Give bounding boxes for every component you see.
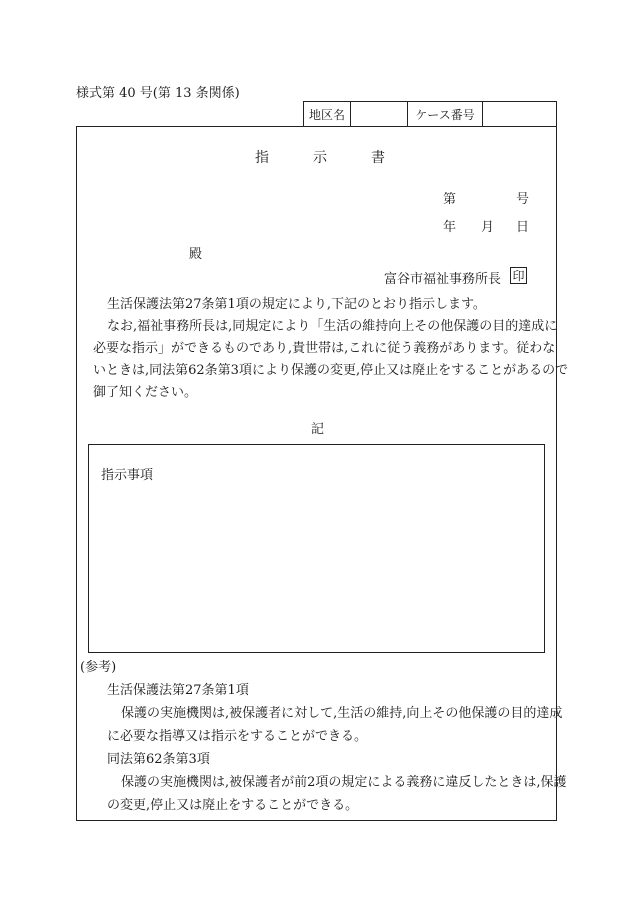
header-table <box>303 101 557 127</box>
date-day: 日 <box>516 220 530 235</box>
body-line-3: 必要な指示」ができるものであり,貴世帯は,これに従う義務があります。従わな <box>93 341 556 356</box>
title-char: 書 <box>371 150 385 166</box>
case-number-label: ケース番号 <box>408 102 483 126</box>
district-field[interactable] <box>351 102 408 126</box>
case-number-field[interactable] <box>483 102 556 126</box>
issuer-name: 富谷市福祉事務所長 <box>384 272 502 287</box>
district-label: 地区名 <box>304 102 351 126</box>
title-char: 示 <box>313 150 327 166</box>
instruction-label: 指示事項 <box>101 468 154 483</box>
instruction-box[interactable] <box>88 444 545 653</box>
ki-heading: 記 <box>311 422 325 437</box>
number-dai: 第 <box>443 192 457 207</box>
document-title <box>0 147 630 167</box>
law1-line-1: 保護の実施機関は,被保護者に対して,生活の維持,向上その他保護の目的達成 <box>121 706 563 721</box>
law2-line-2: の変更,停止又は廃止をすることができる。 <box>107 798 359 813</box>
date-year: 年 <box>443 220 457 235</box>
law1-line-2: に必要な指導又は指示をすることができる。 <box>107 729 368 744</box>
seal-mark: 印 <box>510 267 527 284</box>
reference-heading: (参考) <box>80 660 117 675</box>
law2-line-1: 保護の実施機関は,被保護者が前2項の規定による義務に違反したときは,保護 <box>121 775 567 790</box>
body-line-1: 生活保護法第27条第1項の規定により,下記のとおり指示します。 <box>107 297 486 312</box>
law2-title: 同法第62条第3項 <box>107 752 210 767</box>
form-number: 様式第 40 号(第 13 条関係) <box>76 86 240 101</box>
body-line-4: いときは,同法第62条第3項により保護の変更,停止又は廃止をすることがあるので <box>93 363 569 378</box>
date-month: 月 <box>481 220 495 235</box>
body-line-2: なお,福祉事務所長は,同規定により「生活の維持向上その他保護の目的達成に <box>107 319 558 334</box>
addressee-suffix: 殿 <box>189 247 203 262</box>
number-go: 号 <box>516 192 530 207</box>
law1-title: 生活保護法第27条第1項 <box>107 683 249 698</box>
body-line-5: 御了知ください。 <box>93 385 198 400</box>
title-char: 指 <box>255 150 269 166</box>
